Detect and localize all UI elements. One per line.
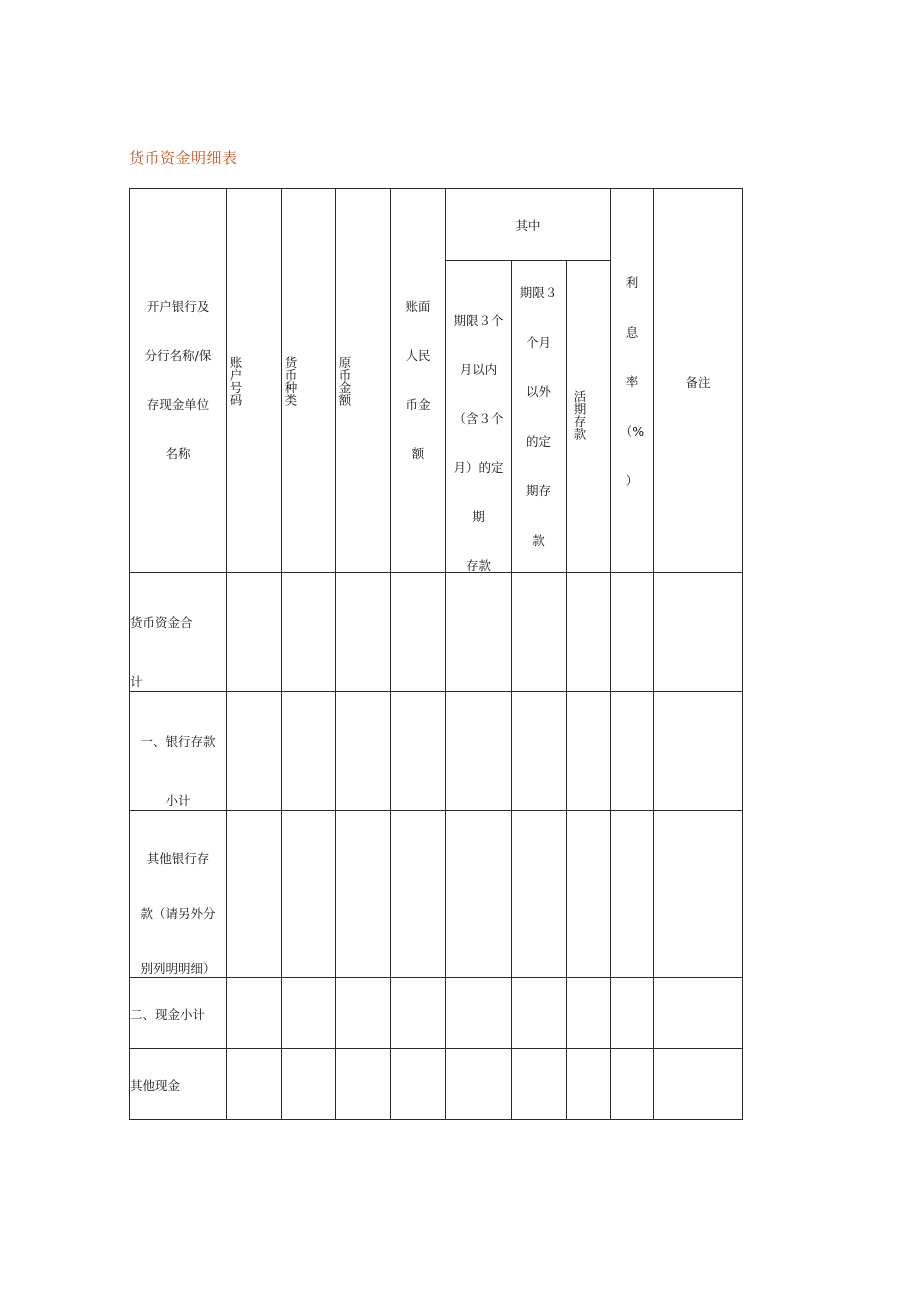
header-over-3-months: 期限３ 个月 以外 的定 期存 款 bbox=[519, 285, 558, 548]
col-line bbox=[226, 188, 227, 1120]
col-line bbox=[566, 260, 567, 1120]
header-remarks: 备注 bbox=[685, 375, 711, 390]
row-line bbox=[129, 1048, 743, 1049]
row-label-other-cash: 其他现金 bbox=[130, 1078, 181, 1093]
row-label-total: 货币资金合 计 bbox=[130, 615, 193, 689]
header-of-which: 其中 bbox=[515, 218, 541, 233]
header-account-number: 账户号码 bbox=[228, 356, 243, 406]
header-bank-name: 开户银行及 分行名称/保 存现金单位 名称 bbox=[144, 299, 212, 461]
table-border-top bbox=[129, 188, 743, 189]
row-line bbox=[129, 691, 743, 692]
header-original-amount: 原币金额 bbox=[337, 356, 352, 406]
header-bottom-line bbox=[129, 572, 743, 573]
header-rmb-amount: 账面 人民 币金 额 bbox=[405, 299, 431, 461]
row-label-cash-subtotal: 二、现金小计 bbox=[130, 1007, 206, 1022]
col-line bbox=[653, 188, 654, 1120]
col-line bbox=[335, 188, 336, 1120]
header-within-3-months: 期限３个 月以内 （含３个 月）的定 期 存款 bbox=[453, 313, 504, 573]
page-title: 货币资金明细表 bbox=[129, 149, 238, 167]
col-line bbox=[281, 188, 282, 1120]
header-currency-type: 货币种类 bbox=[283, 356, 298, 406]
table-border-right bbox=[742, 188, 743, 1120]
header-demand-deposit: 活期存款 bbox=[572, 390, 587, 440]
row-label-bank-subtotal: 一、银行存款 小计 bbox=[140, 734, 216, 808]
header-interest-rate: 利 息 率 （% ） bbox=[619, 275, 645, 488]
table-border-bottom bbox=[129, 1119, 743, 1120]
row-label-other-bank: 其他银行存 款（请另外分 别列明明细） bbox=[140, 851, 216, 976]
header-subdivider bbox=[445, 260, 611, 261]
